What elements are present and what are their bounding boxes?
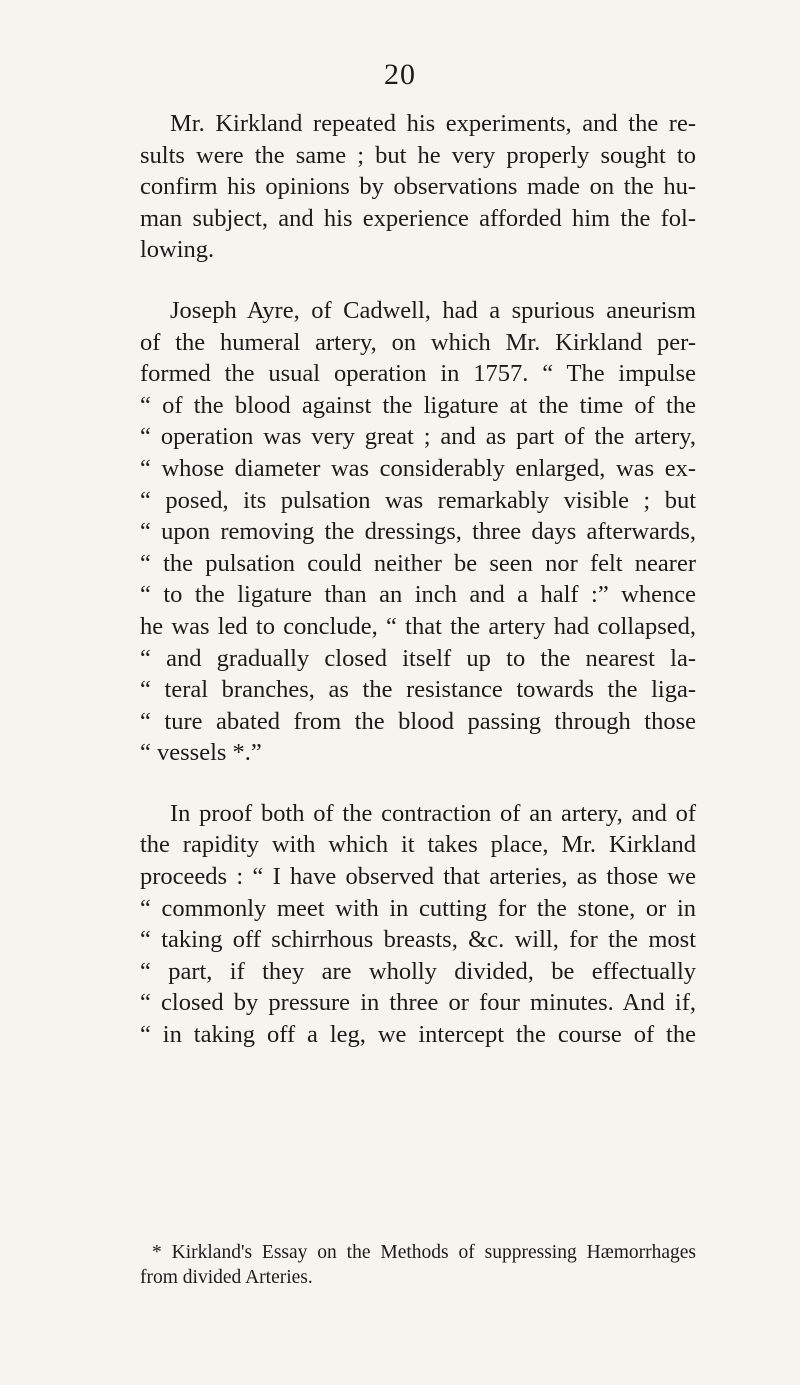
body-text (140, 108, 696, 1051)
text-line: man subject, and his experience afforded him the fol- (140, 204, 696, 232)
paragraph-2 (140, 295, 696, 769)
text-line: “ operation was very great ; and as part of the artery, (140, 423, 696, 451)
text-line: In proof both of the contraction of an artery, and of (170, 799, 696, 827)
text-line: “ upon removing the dressings, three days afterwards, (140, 518, 696, 546)
text-line: “ part, if they are wholly divided, be effectually (140, 957, 696, 985)
text-line: “ vessels *.” (140, 739, 262, 767)
text-line: “ of the blood against the ligature at the time of the (140, 391, 696, 419)
footnote (140, 1240, 696, 1290)
text-line: formed the usual operation in 1757. “ The impulse (140, 360, 696, 388)
text-line: “ the pulsation could neither be seen nor felt nearer (140, 549, 696, 577)
text-line: confirm his opinions by observations made on the hu- (140, 173, 696, 201)
text-line: he was led to conclude, “ that the artery had collapsed, (140, 612, 696, 640)
text-line: “ ture abated from the blood passing through those (140, 707, 696, 735)
paragraph-gap (140, 769, 696, 798)
text-line: “ whose diameter was considerably enlarged, was ex- (140, 454, 696, 482)
text-line: “ teral branches, as the resistance towards the liga- (140, 676, 696, 704)
footnote-line: * Kirkland's Essay on the Methods of suppressing Hæmorrhages (152, 1242, 696, 1263)
text-line: “ posed, its pulsation was remarkably visible ; but (140, 486, 696, 514)
text-line: Joseph Ayre, of Cadwell, had a spurious aneurism (170, 296, 696, 324)
text-line: “ and gradually closed itself up to the nearest la- (140, 644, 696, 672)
text-line: proceeds : “ I have observed that arteries, as those we (140, 863, 696, 891)
paragraph-1 (140, 108, 696, 266)
text-line: “ to the ligature than an inch and a half :” whence (140, 581, 696, 609)
page-number: 20 (384, 58, 416, 91)
text-line: the rapidity with which it takes place, Mr. Kirkland (140, 831, 696, 859)
footnote-line: from divided Arteries. (140, 1267, 313, 1288)
text-line: lowing. (140, 236, 215, 264)
text-line: of the humeral artery, on which Mr. Kirkland per- (140, 328, 696, 356)
text-line: “ closed by pressure in three or four minutes. And if, (140, 989, 696, 1017)
paragraph-gap (140, 266, 696, 295)
paragraph-3 (140, 798, 696, 1051)
text-line: “ taking off schirrhous breasts, &c. will, for the most (140, 926, 696, 954)
text-line: “ commonly meet with in cutting for the stone, or in (140, 894, 696, 922)
text-line: sults were the same ; but he very properly sought to (140, 141, 696, 169)
text-line: Mr. Kirkland repeated his experiments, and the re- (170, 110, 696, 137)
text-line: “ in taking off a leg, we intercept the course of the (140, 1021, 696, 1049)
